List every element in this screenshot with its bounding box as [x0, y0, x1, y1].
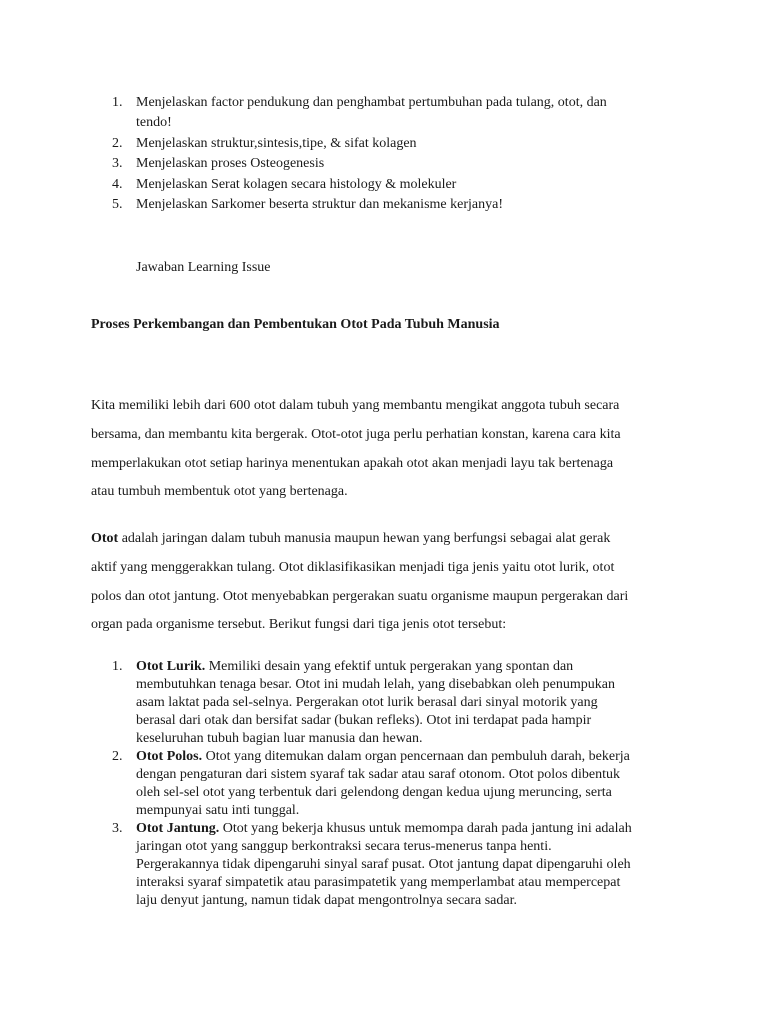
list-text: Menjelaskan struktur,sintesis,tipe, & sifat kolagen — [136, 136, 417, 151]
list-text: Menjelaskan Serat kolagen secara histology & molekuler — [136, 177, 457, 192]
list-text: laju denyut jantung, namun tidak dapat mengontrolnya secara sadar. — [136, 893, 517, 908]
list-text: Menjelaskan factor pendukung dan penghambat pertumbuhan pada tulang, otot, dan — [136, 95, 607, 110]
list-number: 3. — [112, 821, 123, 836]
paragraph-line — [91, 529, 610, 549]
muscle-type-text: Otot yang ditemukan dalam organ pencernaan dan pembuluh darah, bekerja — [202, 749, 630, 764]
list-text: tendo! — [136, 115, 172, 130]
list-text: Menjelaskan Sarkomer beserta struktur dan mekanisme kerjanya! — [136, 197, 503, 212]
list-number: 2. — [112, 136, 123, 151]
definition-text: adalah jaringan dalam tubuh manusia maupun hewan yang berfungsi sebagai alat gerak — [118, 531, 611, 546]
list-text: Pergerakannya tidak dipengaruhi sinyal saraf pusat. Otot jantung dapat dipengaruhi oleh — [136, 857, 631, 872]
paragraph-line: organ pada organisme tersebut. Berikut fungsi dari tiga jenis otot tersebut: — [91, 617, 507, 632]
list-text: Menjelaskan proses Osteogenesis — [136, 156, 325, 171]
paragraph-line: memperlakukan otot setiap harinya menentukan apakah otot akan menjadi layu tak bertenaga — [91, 456, 614, 471]
list-text — [136, 748, 630, 766]
list-text: oleh sel-sel otot yang terbentuk dari gelendong dengan kedua ujung meruncing, serta — [136, 785, 612, 800]
list-text: asam laktat pada sel-selnya. Pergerakan otot lurik berasal dari sinyal motorik yang — [136, 695, 598, 710]
paragraph-line: aktif yang menggerakkan tulang. Otot diklasifikasikan menjadi tiga jenis yaitu otot lurik, otot — [91, 560, 615, 575]
list-number: 2. — [112, 749, 123, 764]
list-text — [136, 820, 632, 838]
list-text: berasal dari otak dan bersifat sadar (bukan refleks). Otot ini terdapat pada hampir — [136, 713, 592, 728]
paragraph-line: bersama, dan membantu kita bergerak. Otot-otot juga perlu perhatian konstan, karena cara kita — [91, 427, 621, 442]
section-title: Proses Perkembangan dan Pembentukan Otot Pada Tubuh Manusia — [91, 317, 500, 332]
paragraph-line: polos dan otot jantung. Otot menyebabkan pergerakan suatu organisme maupun pergerakan dari — [91, 589, 629, 604]
list-text: membutuhkan tenaga besar. Otot ini mudah lelah, yang disebabkan oleh penumpukan — [136, 677, 615, 692]
list-number: 1. — [112, 95, 123, 110]
muscle-type-term: Otot Jantung. — [136, 821, 220, 836]
list-text: jaringan otot yang sanggup berkontraksi secara terus-menerus tanpa henti. — [136, 839, 552, 854]
list-number: 4. — [112, 177, 123, 192]
paragraph-line: Kita memiliki lebih dari 600 otot dalam tubuh yang membantu mengikat anggota tubuh secara — [91, 398, 620, 413]
muscle-type-term: Otot Polos. — [136, 749, 203, 764]
list-number: 1. — [112, 659, 123, 674]
list-number: 5. — [112, 197, 123, 212]
muscle-type-term: Otot Lurik. — [136, 659, 206, 674]
list-number: 3. — [112, 156, 123, 171]
muscle-type-text: Memiliki desain yang efektif untuk pergerakan yang spontan dan — [205, 659, 574, 674]
paragraph-line: atau tumbuh membentuk otot yang bertenaga. — [91, 484, 348, 499]
defined-term: Otot — [91, 531, 119, 546]
list-text: keseluruhan tubuh bagian luar manusia dan hewan. — [136, 731, 423, 746]
answer-label: Jawaban Learning Issue — [136, 260, 271, 275]
list-text: dengan pengaturan dari sistem syaraf tak sadar atau saraf otonom. Otot polos dibentuk — [136, 767, 621, 782]
list-text: interaksi syaraf simpatetik atau parasimpatetik yang memperlambat atau mempercepat — [136, 875, 621, 890]
list-text: mempunyai satu inti tunggal. — [136, 803, 300, 818]
list-text — [136, 658, 573, 676]
muscle-type-text: Otot yang bekerja khusus untuk memompa darah pada jantung ini adalah — [219, 821, 632, 836]
